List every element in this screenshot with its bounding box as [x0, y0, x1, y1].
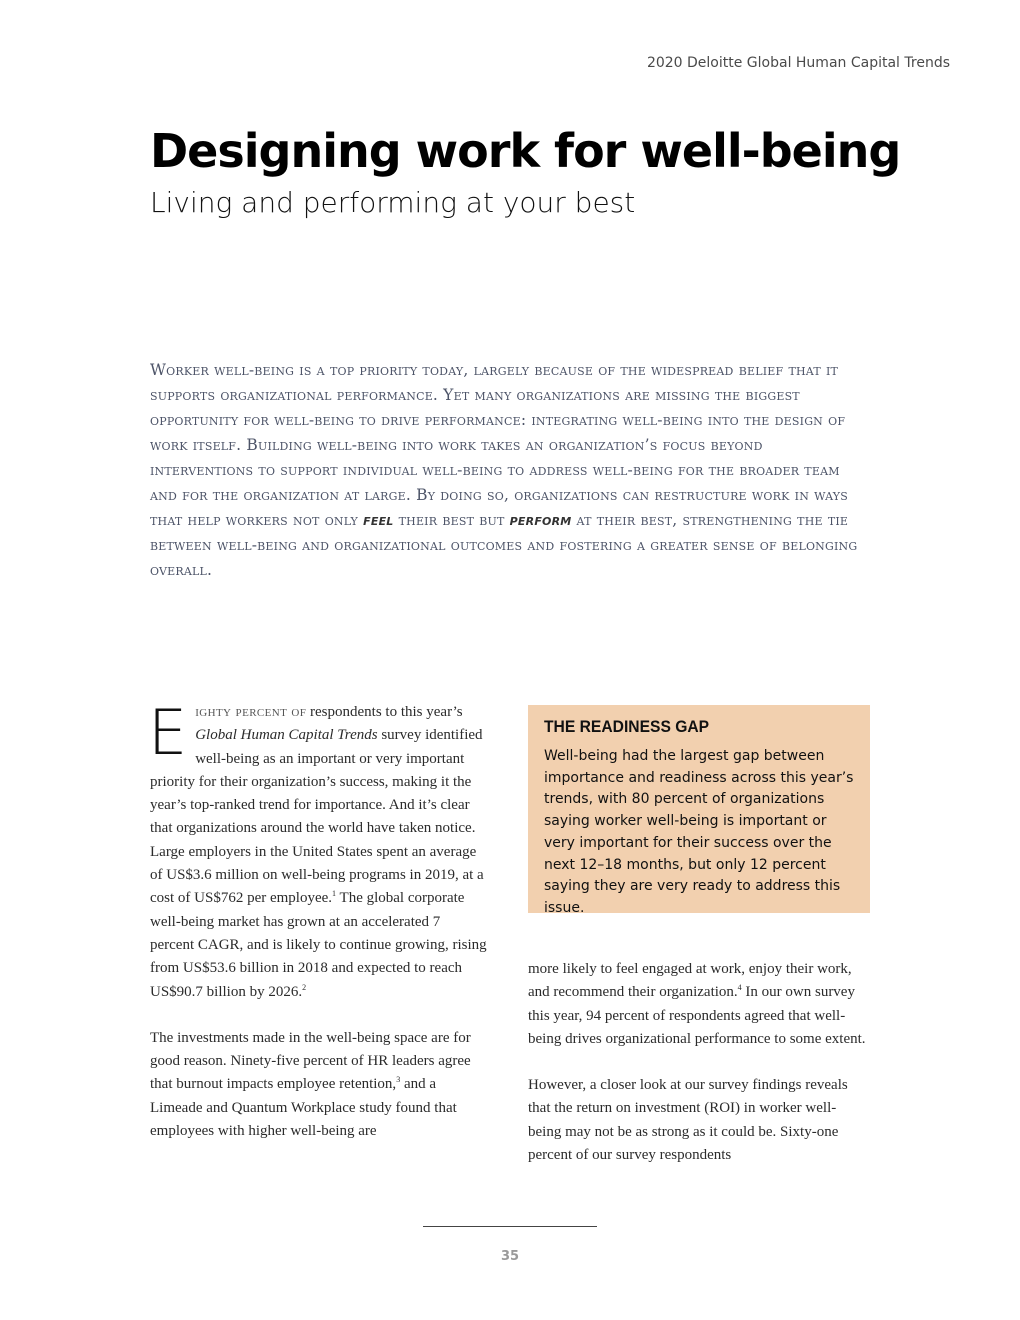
lead-in: ighty percent of — [195, 704, 307, 720]
body-paragraph-3 — [528, 958, 866, 1051]
body-column-right — [528, 958, 866, 1190]
p2-text-2: and a Limeade and Quantum Workplace study found that employees with higher well-being are — [150, 1076, 457, 1140]
endnote-ref-4[interactable]: 4 — [737, 983, 742, 993]
p1-text-3: The global corporate well-being market has grown at an accelerated 7 percent CAGR, and is likely to continue growing, rising from US$53.6 billion in 2018 and expected to reach US$90.7 billion by 2026. — [150, 890, 487, 1000]
running-header: 2020 Deloitte Global Human Capital Trends — [646, 55, 950, 71]
article-title: Designing work for well-being — [150, 124, 901, 178]
footer-divider — [423, 1226, 597, 1227]
intro-emphasis-feel: feel — [363, 511, 394, 529]
endnote-ref-1[interactable]: 1 — [332, 889, 337, 899]
sidebar-text: Well-being had the largest gap between importance and readiness across this year’s trends, with 80 percent of organizations saying worker well-being is important or very important for their success over the next 12–18 months, but only 12 percent saying they are very ready to address this issue. — [544, 748, 854, 916]
p3-text-2: In our own survey this year, 94 percent of respondents agreed that well-being drives organizational performance to some extent. — [528, 984, 866, 1047]
body-paragraph-4: However, a closer look at our survey findings reveals that the return on investment (ROI) in worker well-being may not be as strong as it could be. Sixty-one percent of our survey respondents — [528, 1077, 848, 1164]
body-paragraph-1 — [148, 696, 488, 1004]
p3-text-1: more likely to feel engaged at work, enjoy their work, and recommend their organization. — [528, 961, 852, 1001]
report-title-italic: Global Human Capital Trends — [195, 727, 378, 744]
article-subtitle: Living and performing at your best — [150, 186, 636, 219]
endnote-ref-2[interactable]: 2 — [302, 982, 307, 992]
intro-part3: at their best, strengthening the tie between well-being and organizational outcomes and fostering a greater sense of belonging overall. — [150, 511, 858, 579]
intro-summary — [150, 358, 870, 583]
intro-part2: their best but — [393, 511, 510, 529]
body-paragraph-2 — [150, 1027, 488, 1143]
p1-text-2: survey identified well-being as an important or very important priority for their organization’s success, making it the year’s top-ranked trend for importance. And it’s clear that organizations around the world have taken notice. Large employers in the United States spent an average of US$3.6 million on well-being programs in 2019, at a cost of US$762 per employee. — [150, 727, 484, 907]
drop-cap: E — [148, 696, 188, 769]
intro-part1: Worker well-being is a top priority today, largely because of the widespread belief that it supports organizational performance. Yet many organizations are missing the biggest opportunity for well-being to drive performance: integrating well-being into the design of work itself. Building well-being into work takes an organization’s focus beyond interventions to support individual well-being to address well-being for the broader team and for the organization at large. By doing so, organizations can restructure work in ways that help workers not only — [150, 361, 849, 529]
p2-text-1: The investments made in the well-being space are for good reason. Ninety-five percent of HR leaders agree that burnout impacts employee retention, — [150, 1029, 471, 1093]
sidebar-title: THE READINESS GAP — [544, 717, 710, 736]
endnote-ref-3[interactable]: 3 — [396, 1075, 401, 1085]
page-number: 35 — [500, 1249, 520, 1264]
intro-emphasis-perform: perform — [509, 511, 572, 529]
readiness-gap-sidebar — [528, 705, 870, 916]
body-column-left — [148, 696, 488, 1166]
p1-text-1: respondents to this year’s — [306, 704, 463, 720]
